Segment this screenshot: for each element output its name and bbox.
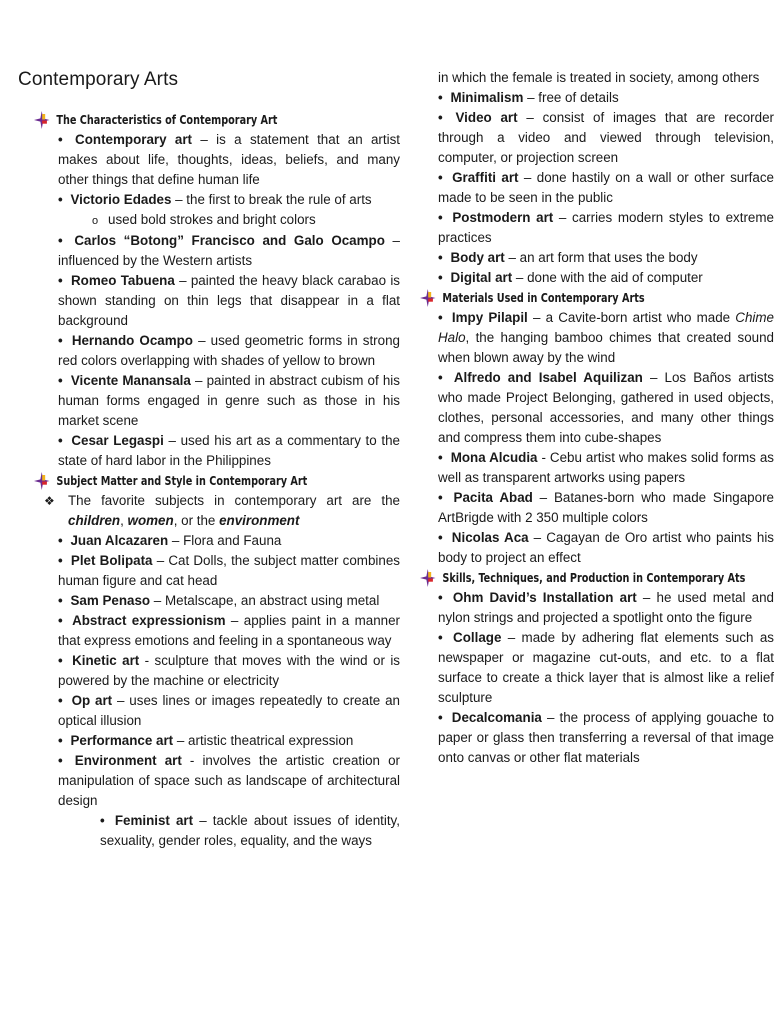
item-term: Mona Alcudia [450, 450, 538, 465]
bullet: • [100, 813, 105, 828]
four-point-star-bullet-icon [34, 111, 49, 129]
item-text: – is a statement that an artist makes about life, thoughts, ideas, beliefs, and many other things that define human life [58, 132, 400, 187]
item-term: Impy Pilapil [451, 310, 528, 325]
list-item [34, 431, 400, 471]
four-point-star-bullet-icon [420, 569, 435, 587]
item-term: Op art [71, 693, 113, 708]
sub-list-item [34, 210, 400, 231]
continuation-text: in which the female is treated in society, among others [438, 70, 760, 85]
artwork-title: Chime Halo [438, 310, 774, 345]
list-item [420, 88, 774, 108]
bullet: • [438, 270, 443, 285]
list-item [420, 368, 774, 448]
bullet: • [58, 233, 63, 248]
item-text: – Metalscape, an abstract using metal [150, 593, 380, 608]
item-term: Juan Alcazaren [70, 533, 169, 548]
emphasis: environment [219, 513, 300, 528]
bullet: • [438, 710, 443, 725]
section-heading-skills [420, 568, 746, 588]
item-term: Kinetic art [72, 653, 140, 668]
bullet: • [438, 250, 443, 265]
item-text: , the hanging bamboo chimes that created sound when blown away by the wind [438, 330, 774, 365]
bullet: • [58, 273, 63, 288]
list-item [34, 130, 400, 190]
bullet: • [58, 373, 63, 388]
left-column [34, 110, 400, 851]
section-heading-subject-matter [34, 471, 349, 491]
bullet: • [58, 593, 63, 608]
diamond-list-item [34, 491, 400, 531]
list-item [420, 208, 774, 248]
section-heading-characteristics [34, 110, 349, 130]
item-text: – Cat Dolls, the subject matter combines human figure and cat head [58, 553, 400, 588]
page-title: Contemporary Arts [18, 69, 179, 90]
bullet: • [58, 753, 63, 768]
four-point-star-bullet-icon [420, 289, 435, 307]
heading-text: The Characteristics of Contemporary Art [56, 112, 278, 127]
item-text: - sculpture that moves with the wind or is powered by the machine or electricity [58, 653, 400, 688]
emphasis: children [68, 513, 121, 528]
heading-text: Subject Matter and Style in Contemporary Art [56, 473, 308, 488]
bullet: • [438, 630, 443, 645]
item-term: Vicente Manansala [70, 373, 191, 388]
list-item [420, 168, 774, 208]
list-item [34, 591, 400, 611]
item-term: Sam Penaso [70, 593, 151, 608]
item-text: – painted in abstract cubism of his human forms engaged in genre such as those in his market scene [58, 373, 400, 428]
list-item [420, 488, 774, 528]
item-term: Body art [450, 250, 505, 265]
item-text: – free of details [523, 90, 619, 105]
list-item [34, 611, 400, 651]
item-term: Digital art [450, 270, 513, 285]
item-text: – a Cavite-born artist who made [527, 310, 736, 325]
item-term: Plet Bolipata [70, 553, 153, 568]
item-text: – the first to break the rule of arts [171, 192, 372, 207]
bullet: • [438, 530, 443, 545]
item-term: Feminist art [114, 813, 194, 828]
list-item [34, 731, 400, 751]
list-item [420, 268, 774, 288]
item-term: Environment art [74, 753, 182, 768]
item-term: Ohm David’s Installation art [452, 590, 637, 605]
item-term: Contemporary art [75, 132, 193, 147]
list-item [420, 708, 774, 768]
bullet: • [58, 693, 63, 708]
item-term: Graffiti art [452, 170, 519, 185]
list-item [34, 331, 400, 371]
list-item [420, 528, 774, 568]
item-text: – made by adhering flat elements such as newspaper or magazine cut-outs, and etc. to a flat surface to create a thick layer that is almost like a relief sculpture [438, 630, 774, 705]
item-text: – used geometric forms in strong red colors overlapping with shades of yellow to brown [58, 333, 400, 368]
item-text: - Cebu artist who makes solid forms as well as transparent artworks using papers [438, 450, 774, 485]
list-item [420, 628, 774, 708]
item-text: – Cagayan de Oro artist who paints his body to project an effect [438, 530, 774, 565]
list-item [34, 531, 400, 551]
item-text: – painted the heavy black carabao is shown standing on thin legs that disappear in a flat background [58, 273, 400, 328]
bullet: • [58, 533, 63, 548]
bullet: • [58, 653, 63, 668]
bullet: • [58, 132, 63, 147]
item-text: – done with the aid of computer [512, 270, 703, 285]
bullet: • [438, 170, 443, 185]
bullet: • [58, 733, 63, 748]
item-term: Alfredo and Isabel Aquilizan [453, 370, 643, 385]
list-item [420, 108, 774, 168]
bullet: • [438, 210, 443, 225]
diamond-bullet-icon: ❖ [44, 494, 55, 508]
item-text: – applies paint in a manner that express emotions and feeling in a spontaneous way [58, 613, 400, 648]
sub-item-text: used bold strokes and bright colors [108, 212, 316, 227]
emphasis: women [127, 513, 174, 528]
item-text: – the process of applying gouache to paper or glass then transferring a reversal of that image onto canvas or other flat materials [438, 710, 774, 765]
list-item [34, 271, 400, 331]
item-term: Hernando Ocampo [71, 333, 193, 348]
list-item [34, 371, 400, 431]
list-item [34, 190, 400, 210]
item-text: – an art form that uses the body [504, 250, 698, 265]
bullet: • [438, 110, 443, 125]
list-item [34, 691, 400, 731]
item-text: – done hastily on a wall or other surface made to be seen in the public [438, 170, 774, 205]
list-item [420, 248, 774, 268]
item-text: – carries modern styles to extreme practices [438, 210, 774, 245]
item-text: – Flora and Fauna [168, 533, 282, 548]
list-item [34, 651, 400, 691]
sub-bullet: o [92, 215, 99, 227]
bullet: • [58, 433, 63, 448]
heading-text: Materials Used in Contemporary Arts [442, 290, 645, 305]
item-term: Victorio Edades [70, 192, 172, 207]
item-term: Cesar Legaspi [71, 433, 164, 448]
item-text: – influenced by the Western artists [58, 233, 400, 268]
item-text: – uses lines or images repeatedly to create an optical illusion [58, 693, 400, 728]
item-term: Video art [455, 110, 518, 125]
bullet: • [438, 90, 443, 105]
item-term: Nicolas Aca [451, 530, 529, 545]
bullet: • [438, 370, 443, 385]
bullet: • [58, 613, 63, 628]
item-term: Romeo Tabuena [71, 273, 175, 288]
list-item [420, 308, 774, 368]
item-term: Postmodern art [452, 210, 554, 225]
item-text: - involves the artistic creation or manipulation of space such as landscape of architectural design [58, 753, 400, 808]
item-term: Collage [453, 630, 502, 645]
bullet: • [58, 553, 63, 568]
bullet: • [58, 192, 63, 207]
list-item [34, 751, 400, 811]
bullet: • [438, 450, 443, 465]
list-item [34, 811, 400, 851]
item-text: – consist of images that are recorder through a video and viewed through television, computer, or projection screen [438, 110, 774, 165]
section-heading-materials [420, 288, 724, 308]
bullet: • [58, 333, 63, 348]
item-term: Pacita Abad [453, 490, 533, 505]
list-item [34, 551, 400, 591]
item-text: – used his art as a commentary to the state of hard labor in the Philippines [58, 433, 400, 468]
intro-text: The favorite subjects in contemporary art are the children, women, or the environment [68, 493, 400, 528]
list-item [420, 588, 774, 628]
list-item [420, 448, 774, 488]
list-item [34, 231, 400, 271]
item-text: – he used metal and nylon strings and projected a spotlight onto the figure [438, 590, 774, 625]
item-term: Decalcomania [451, 710, 542, 725]
item-text: – Los Baños artists who made Project Belonging, gathered in used objects, clothes, personal accessories, and many other things and compress them into cube-shapes [438, 370, 774, 445]
item-text: – Batanes-born who made Singapore ArtBrigde with 2 350 multiple colors [438, 490, 774, 525]
item-text: – tackle about issues of identity, sexuality, gender roles, equality, and the ways [100, 813, 400, 848]
bullet: • [438, 590, 443, 605]
item-term: Abstract expressionism [72, 613, 226, 628]
item-text: – artistic theatrical expression [173, 733, 354, 748]
item-term: Performance art [70, 733, 174, 748]
item-term: Minimalism [450, 90, 524, 105]
heading-text: Skills, Techniques, and Production in Contemporary Ats [442, 570, 746, 585]
right-column [420, 68, 774, 768]
item-term: Carlos “Botong” Francisco and Galo Ocampo [74, 233, 385, 248]
bullet: • [438, 310, 443, 325]
four-point-star-bullet-icon [34, 472, 49, 490]
bullet: • [438, 490, 443, 505]
